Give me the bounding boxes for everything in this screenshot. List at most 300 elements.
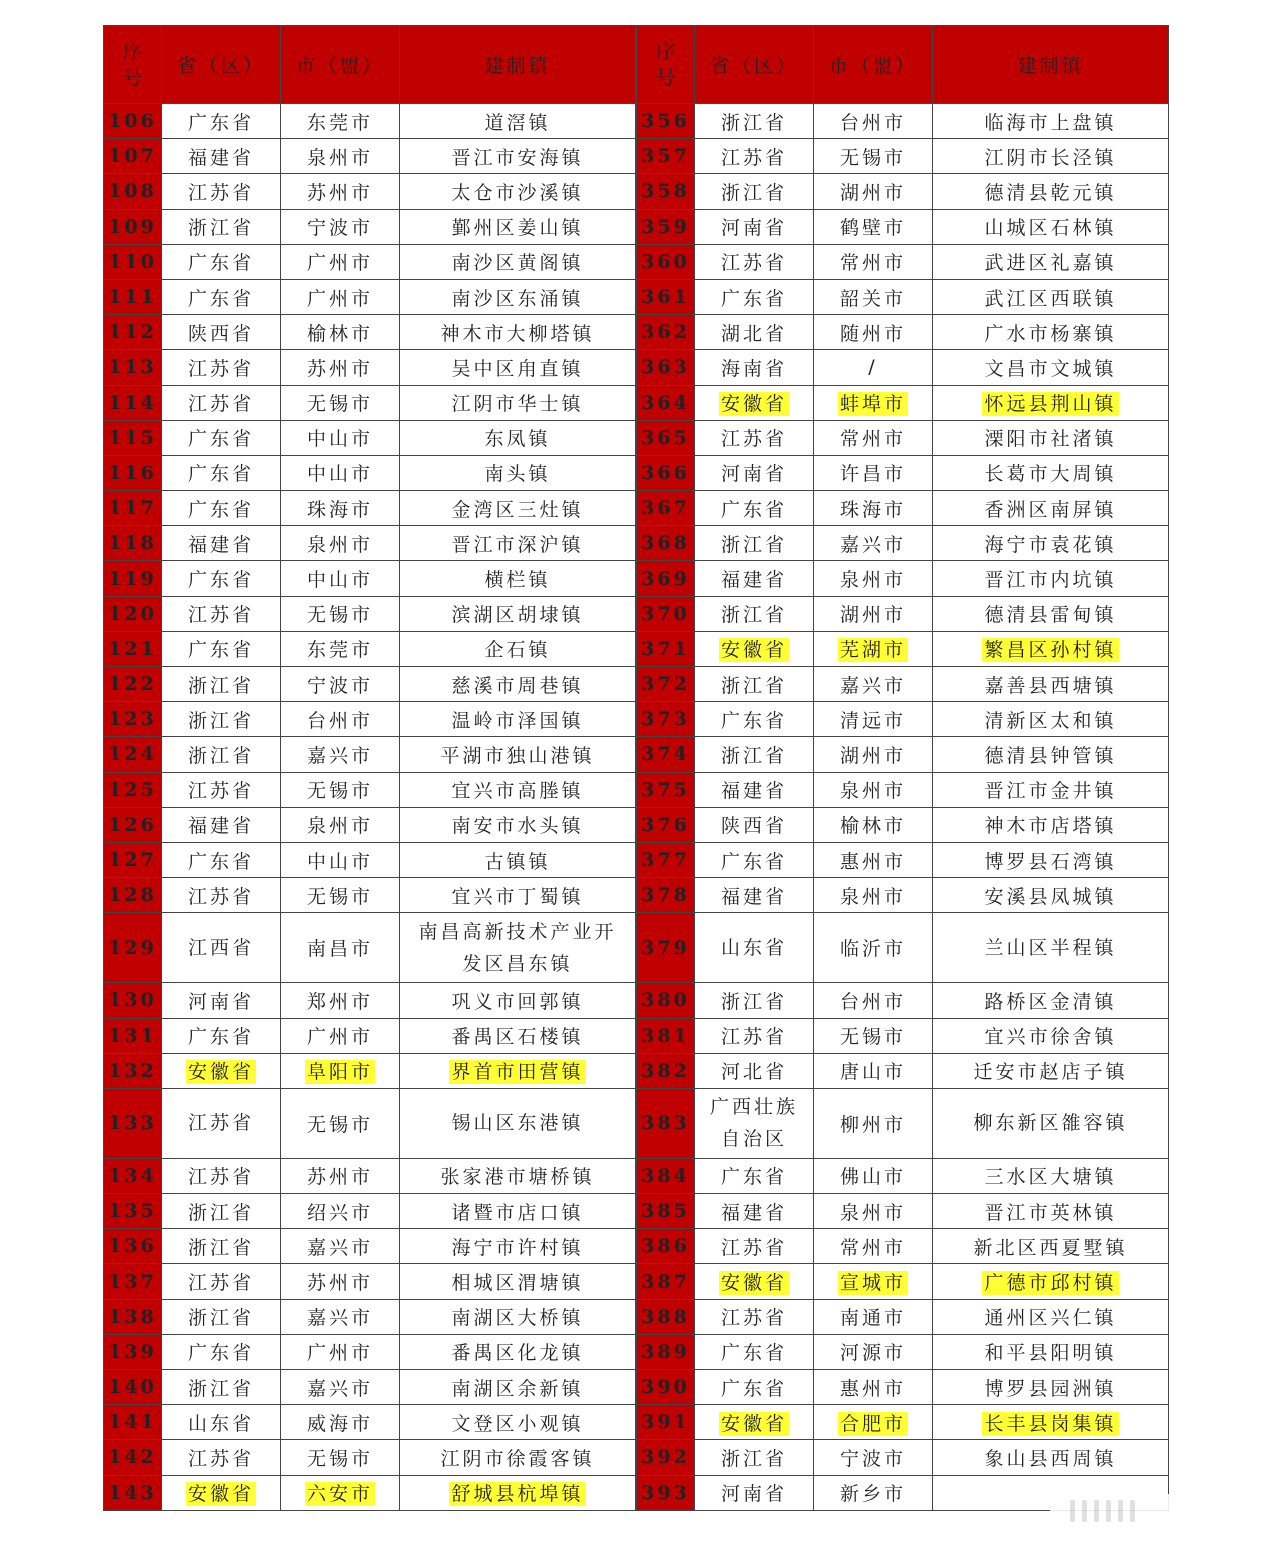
town-cell bbox=[400, 385, 636, 420]
province-cell-text: 福建省 bbox=[720, 569, 787, 592]
town-cell bbox=[400, 596, 636, 631]
table-row bbox=[104, 737, 636, 772]
seq-cell-text: 383 bbox=[641, 1112, 690, 1135]
town-cell bbox=[933, 807, 1169, 842]
city-cell bbox=[814, 1370, 933, 1405]
province-cell bbox=[695, 1088, 814, 1158]
town-cell-text: 番禺区化龙镇 bbox=[451, 1342, 584, 1365]
town-cell-text: 金湾区三灶镇 bbox=[451, 498, 584, 521]
province-cell-text: 福建省 bbox=[720, 1201, 787, 1224]
seq-cell-text: 126 bbox=[108, 813, 157, 836]
city-cell bbox=[281, 1405, 400, 1440]
seq-cell bbox=[104, 842, 162, 877]
city-cell bbox=[281, 104, 400, 139]
city-cell-text: 湖州市 bbox=[839, 181, 906, 204]
province-cell bbox=[695, 1405, 814, 1440]
town-cell-text: 清新区太和镇 bbox=[984, 709, 1117, 732]
province-cell-text: 浙江省 bbox=[720, 1447, 787, 1470]
province-cell bbox=[695, 1440, 814, 1475]
city-cell bbox=[281, 1194, 400, 1229]
city-cell-text: 无锡市 bbox=[839, 1026, 906, 1049]
town-cell bbox=[933, 596, 1169, 631]
town-cell-text: 南安市水头镇 bbox=[451, 815, 584, 838]
province-cell bbox=[162, 174, 281, 209]
town-cell bbox=[400, 350, 636, 385]
town-cell bbox=[933, 420, 1169, 455]
town-cell-text: 香洲区南屏镇 bbox=[984, 498, 1117, 521]
city-cell bbox=[281, 1018, 400, 1053]
province-cell bbox=[695, 350, 814, 385]
seq-cell bbox=[637, 842, 695, 877]
town-cell-text: 鄞州区姜山镇 bbox=[451, 217, 584, 240]
seq-cell bbox=[104, 772, 162, 807]
province-cell bbox=[695, 526, 814, 561]
city-cell-text: 湖州市 bbox=[839, 604, 906, 627]
city-cell-text: 泉州市 bbox=[306, 146, 373, 169]
seq-cell bbox=[637, 807, 695, 842]
city-cell bbox=[814, 1264, 933, 1299]
seq-cell-text: 141 bbox=[108, 1411, 157, 1434]
city-cell-text: 榆林市 bbox=[306, 322, 373, 345]
table-row bbox=[104, 1158, 636, 1193]
city-cell bbox=[281, 561, 400, 596]
seq-cell bbox=[637, 350, 695, 385]
seq-cell bbox=[104, 1088, 162, 1158]
seq-cell bbox=[104, 526, 162, 561]
table-row bbox=[637, 350, 1169, 385]
province-cell bbox=[162, 139, 281, 174]
province-cell bbox=[162, 596, 281, 631]
town-cell bbox=[400, 842, 636, 877]
town-cell-text: 温岭市泽国镇 bbox=[451, 709, 584, 732]
city-cell bbox=[281, 455, 400, 490]
city-cell-text: 苏州市 bbox=[306, 181, 373, 204]
town-cell bbox=[933, 1370, 1169, 1405]
seq-cell-text: 377 bbox=[641, 849, 690, 872]
town-cell-text: 相城区渭塘镇 bbox=[451, 1272, 584, 1295]
seq-cell bbox=[104, 139, 162, 174]
town-cell bbox=[933, 878, 1169, 913]
province-cell bbox=[162, 1158, 281, 1193]
town-cell bbox=[400, 1334, 636, 1369]
city-cell bbox=[281, 631, 400, 666]
town-cell bbox=[933, 772, 1169, 807]
seq-cell bbox=[637, 385, 695, 420]
seq-cell-text: 390 bbox=[641, 1376, 690, 1399]
seq-cell-text: 139 bbox=[108, 1340, 157, 1363]
seq-cell-text: 374 bbox=[641, 743, 690, 766]
town-cell-text: 江阴市长泾镇 bbox=[984, 146, 1117, 169]
province-cell bbox=[162, 1194, 281, 1229]
town-table-left bbox=[103, 25, 636, 1511]
city-cell-text: 嘉兴市 bbox=[306, 1236, 373, 1259]
seq-cell bbox=[104, 1299, 162, 1334]
city-cell-text: 东莞市 bbox=[306, 111, 373, 134]
province-cell bbox=[162, 526, 281, 561]
city-cell-text: 苏州市 bbox=[306, 1272, 373, 1295]
city-cell-text: 苏州市 bbox=[306, 357, 373, 380]
city-cell-text: 珠海市 bbox=[839, 498, 906, 521]
province-cell-text: 浙江省 bbox=[720, 990, 787, 1013]
city-cell bbox=[281, 596, 400, 631]
table-row bbox=[104, 279, 636, 314]
city-cell bbox=[814, 667, 933, 702]
town-cell bbox=[933, 279, 1169, 314]
seq-cell-text: 371 bbox=[641, 637, 690, 660]
seq-cell bbox=[637, 209, 695, 244]
province-header: 省（区） bbox=[162, 26, 281, 104]
seq-cell bbox=[104, 104, 162, 139]
city-cell bbox=[281, 913, 400, 983]
town-cell-text: 德清县乾元镇 bbox=[984, 181, 1117, 204]
town-cell-text: 柳东新区雒容镇 bbox=[973, 1112, 1128, 1135]
town-cell-text: 溧阳市社渚镇 bbox=[984, 428, 1117, 451]
city-cell-text: 广州市 bbox=[306, 287, 373, 310]
city-cell bbox=[814, 244, 933, 279]
seq-cell-text: 369 bbox=[641, 567, 690, 590]
city-cell bbox=[814, 455, 933, 490]
town-cell bbox=[933, 1440, 1169, 1475]
city-cell bbox=[814, 139, 933, 174]
city-cell bbox=[814, 1334, 933, 1369]
table-row bbox=[637, 1299, 1169, 1334]
city-cell bbox=[814, 1229, 933, 1264]
seq-cell bbox=[104, 702, 162, 737]
town-cell bbox=[400, 878, 636, 913]
city-cell bbox=[281, 491, 400, 526]
town-cell-text: 张家港市塘桥镇 bbox=[440, 1166, 595, 1189]
table-row bbox=[637, 1158, 1169, 1193]
province-cell-text: 河南省 bbox=[720, 1483, 787, 1506]
seq-cell bbox=[104, 455, 162, 490]
town-cell bbox=[400, 1229, 636, 1264]
town-cell-text: 博罗县石湾镇 bbox=[984, 850, 1117, 873]
province-cell-text: 广东省 bbox=[187, 252, 254, 275]
town-cell bbox=[400, 737, 636, 772]
table-row bbox=[104, 1475, 636, 1510]
table-row bbox=[104, 878, 636, 913]
city-cell-text: 中山市 bbox=[306, 463, 373, 486]
province-cell-text: 江苏省 bbox=[187, 1447, 254, 1470]
town-cell bbox=[400, 1053, 636, 1088]
town-cell-text: 路桥区金清镇 bbox=[984, 990, 1117, 1013]
province-cell-text: 浙江省 bbox=[720, 533, 787, 556]
city-cell bbox=[281, 1229, 400, 1264]
seq-cell-text: 356 bbox=[641, 110, 690, 133]
table-row bbox=[104, 104, 636, 139]
seq-cell bbox=[637, 878, 695, 913]
province-cell-text: 浙江省 bbox=[187, 709, 254, 732]
province-cell-text: 江苏省 bbox=[187, 357, 254, 380]
province-cell bbox=[162, 1440, 281, 1475]
town-cell bbox=[933, 491, 1169, 526]
city-cell-text: 台州市 bbox=[306, 709, 373, 732]
city-cell bbox=[281, 350, 400, 385]
seq-cell bbox=[637, 1229, 695, 1264]
city-cell-text: 无锡市 bbox=[306, 604, 373, 627]
table-row bbox=[637, 702, 1169, 737]
town-cell-text: 晋江市金井镇 bbox=[984, 780, 1117, 803]
town-cell bbox=[933, 385, 1169, 420]
city-cell bbox=[814, 526, 933, 561]
province-cell bbox=[162, 279, 281, 314]
city-cell bbox=[281, 139, 400, 174]
province-cell bbox=[695, 1299, 814, 1334]
province-cell bbox=[162, 983, 281, 1018]
table-row bbox=[104, 350, 636, 385]
province-cell-text: 广东省 bbox=[720, 1377, 787, 1400]
seq-cell-text: 131 bbox=[108, 1024, 157, 1047]
town-cell bbox=[933, 737, 1169, 772]
town-cell bbox=[933, 209, 1169, 244]
table-row bbox=[637, 1088, 1169, 1158]
town-cell bbox=[400, 244, 636, 279]
town-cell-text: 晋江市深沪镇 bbox=[451, 533, 584, 556]
table-row bbox=[104, 702, 636, 737]
city-cell bbox=[814, 702, 933, 737]
table-row bbox=[637, 667, 1169, 702]
town-cell bbox=[400, 772, 636, 807]
seq-cell bbox=[104, 420, 162, 455]
town-cell bbox=[400, 1370, 636, 1405]
town-cell bbox=[400, 1194, 636, 1229]
province-cell bbox=[695, 842, 814, 877]
seq-cell bbox=[637, 279, 695, 314]
seq-cell bbox=[637, 244, 695, 279]
city-cell-text: 嘉兴市 bbox=[306, 744, 373, 767]
city-cell bbox=[814, 1018, 933, 1053]
province-cell bbox=[695, 1475, 814, 1510]
seq-cell-text: 392 bbox=[641, 1446, 690, 1469]
town-cell bbox=[400, 526, 636, 561]
town-cell bbox=[400, 667, 636, 702]
town-cell bbox=[400, 983, 636, 1018]
city-cell bbox=[814, 561, 933, 596]
table-row bbox=[637, 1229, 1169, 1264]
town-cell bbox=[933, 983, 1169, 1018]
city-cell-text: 常州市 bbox=[839, 252, 906, 275]
province-cell bbox=[162, 315, 281, 350]
seq-cell-text: 362 bbox=[641, 321, 690, 344]
city-cell bbox=[281, 667, 400, 702]
town-cell-text: 迁安市赵店子镇 bbox=[973, 1061, 1128, 1084]
city-cell-text: 清远市 bbox=[839, 709, 906, 732]
province-cell-text: 安徽省 bbox=[187, 1483, 254, 1506]
province-cell-text: 浙江省 bbox=[187, 1377, 254, 1400]
province-cell-text: 江苏省 bbox=[720, 146, 787, 169]
province-cell-text: 广东省 bbox=[187, 111, 254, 134]
table-row bbox=[104, 209, 636, 244]
table-row bbox=[104, 807, 636, 842]
province-cell-text: 浙江省 bbox=[720, 674, 787, 697]
seq-cell bbox=[637, 1405, 695, 1440]
city-cell-text: 中山市 bbox=[306, 850, 373, 873]
seq-cell bbox=[104, 1194, 162, 1229]
town-cell bbox=[933, 561, 1169, 596]
seq-cell-text: 125 bbox=[108, 778, 157, 801]
seq-cell bbox=[637, 913, 695, 983]
town-cell bbox=[933, 1405, 1169, 1440]
province-cell bbox=[695, 878, 814, 913]
seq-cell bbox=[104, 350, 162, 385]
province-cell bbox=[162, 737, 281, 772]
seq-cell bbox=[104, 1053, 162, 1088]
city-cell bbox=[281, 1264, 400, 1299]
city-cell bbox=[814, 385, 933, 420]
city-cell bbox=[281, 1299, 400, 1334]
town-cell-text: 锡山区东港镇 bbox=[451, 1112, 584, 1135]
seq-cell bbox=[637, 420, 695, 455]
town-cell-text: 安溪县凤城镇 bbox=[984, 885, 1117, 908]
seq-cell-text: 108 bbox=[108, 180, 157, 203]
seq-cell-text: 384 bbox=[641, 1164, 690, 1187]
province-cell-text: 陕西省 bbox=[720, 815, 787, 838]
province-cell-text: 湖北省 bbox=[720, 322, 787, 345]
town-cell-text: 博罗县园洲镇 bbox=[984, 1377, 1117, 1400]
province-cell-text: 福建省 bbox=[187, 815, 254, 838]
city-cell-text: 泉州市 bbox=[306, 815, 373, 838]
seq-cell bbox=[637, 1053, 695, 1088]
province-cell-text: 浙江省 bbox=[720, 604, 787, 627]
province-cell bbox=[695, 491, 814, 526]
seq-cell bbox=[104, 1440, 162, 1475]
table-row bbox=[637, 174, 1169, 209]
town-cell bbox=[933, 174, 1169, 209]
town-cell-text: 海宁市许村镇 bbox=[451, 1236, 584, 1259]
city-cell bbox=[814, 842, 933, 877]
seq-cell-text: 378 bbox=[641, 884, 690, 907]
province-cell bbox=[162, 913, 281, 983]
province-cell bbox=[162, 1475, 281, 1510]
province-cell-text: 安徽省 bbox=[720, 639, 787, 662]
city-cell bbox=[281, 1370, 400, 1405]
province-cell-text: 广东省 bbox=[720, 287, 787, 310]
city-cell bbox=[814, 174, 933, 209]
table-row bbox=[637, 209, 1169, 244]
seq-cell-text: 376 bbox=[641, 813, 690, 836]
city-cell bbox=[281, 385, 400, 420]
province-cell bbox=[695, 174, 814, 209]
town-cell-text: 南湖区余新镇 bbox=[451, 1377, 584, 1400]
seq-cell-text: 393 bbox=[641, 1481, 690, 1504]
town-cell-text: 巩义市回郭镇 bbox=[451, 990, 584, 1013]
table-row bbox=[637, 455, 1169, 490]
city-cell-text: 无锡市 bbox=[306, 1447, 373, 1470]
seq-cell-text: 138 bbox=[108, 1305, 157, 1328]
city-cell bbox=[814, 1299, 933, 1334]
header-row bbox=[637, 26, 1169, 104]
town-cell-text: 长葛市大周镇 bbox=[984, 463, 1117, 486]
seq-cell-text: 373 bbox=[641, 708, 690, 731]
seq-cell-text: 116 bbox=[108, 461, 157, 484]
province-cell bbox=[695, 455, 814, 490]
province-cell bbox=[162, 244, 281, 279]
city-cell bbox=[281, 279, 400, 314]
town-cell-text: 神木市大柳塔镇 bbox=[440, 322, 595, 345]
seq-cell bbox=[104, 631, 162, 666]
city-cell-text: 临沂市 bbox=[839, 938, 906, 961]
town-cell bbox=[933, 1158, 1169, 1193]
table-row bbox=[637, 807, 1169, 842]
province-cell-text: 江苏省 bbox=[187, 1272, 254, 1295]
city-cell bbox=[814, 983, 933, 1018]
city-cell-text: 台州市 bbox=[839, 111, 906, 134]
seq-cell bbox=[637, 561, 695, 596]
town-cell-text: 慈溪市周巷镇 bbox=[451, 674, 584, 697]
province-cell bbox=[695, 315, 814, 350]
seq-cell-text: 121 bbox=[108, 637, 157, 660]
city-cell bbox=[281, 244, 400, 279]
city-cell-text: 随州市 bbox=[839, 322, 906, 345]
province-cell bbox=[695, 983, 814, 1018]
province-cell-text: 广东省 bbox=[720, 709, 787, 732]
seq-cell bbox=[104, 667, 162, 702]
province-cell bbox=[162, 385, 281, 420]
city-cell-text: 新乡市 bbox=[839, 1483, 906, 1506]
town-cell bbox=[933, 455, 1169, 490]
city-header: 市（盟） bbox=[814, 26, 933, 104]
seq-cell bbox=[637, 1018, 695, 1053]
city-cell bbox=[281, 420, 400, 455]
table-row bbox=[637, 561, 1169, 596]
city-cell bbox=[281, 1053, 400, 1088]
town-cell-text: 宜兴市高塍镇 bbox=[451, 780, 584, 803]
city-cell bbox=[814, 491, 933, 526]
seq-cell bbox=[637, 315, 695, 350]
seq-cell-text: 382 bbox=[641, 1059, 690, 1082]
town-header: 建制镇 bbox=[933, 26, 1169, 104]
seq-cell bbox=[104, 737, 162, 772]
seq-cell-text: 391 bbox=[641, 1411, 690, 1434]
province-cell-text: 广东省 bbox=[720, 1342, 787, 1365]
city-cell bbox=[281, 1158, 400, 1193]
town-cell-text: 宜兴市丁蜀镇 bbox=[451, 885, 584, 908]
town-cell bbox=[400, 1088, 636, 1158]
province-cell-text: 福建省 bbox=[187, 146, 254, 169]
seq-cell bbox=[104, 1264, 162, 1299]
town-cell bbox=[400, 455, 636, 490]
town-table-right bbox=[636, 25, 1169, 1511]
province-cell bbox=[162, 702, 281, 737]
city-cell-text: 泉州市 bbox=[839, 885, 906, 908]
seq-cell bbox=[104, 491, 162, 526]
town-cell bbox=[400, 279, 636, 314]
province-cell bbox=[162, 1405, 281, 1440]
province-cell bbox=[162, 104, 281, 139]
province-cell-text: 浙江省 bbox=[187, 217, 254, 240]
city-header: 市（盟） bbox=[281, 26, 400, 104]
seq-cell-text: 359 bbox=[641, 215, 690, 238]
table-row bbox=[637, 420, 1169, 455]
town-cell-text: 和平县阳明镇 bbox=[984, 1342, 1117, 1365]
city-cell-text: 宁波市 bbox=[306, 217, 373, 240]
town-cell bbox=[400, 1018, 636, 1053]
town-cell-text: 南湖区大桥镇 bbox=[451, 1307, 584, 1330]
table-row bbox=[104, 1194, 636, 1229]
province-cell bbox=[695, 561, 814, 596]
header-row bbox=[104, 26, 636, 104]
town-cell-text: 晋江市安海镇 bbox=[451, 146, 584, 169]
seq-cell-text: 380 bbox=[641, 989, 690, 1012]
table-row bbox=[637, 244, 1169, 279]
town-cell bbox=[933, 631, 1169, 666]
province-cell-text: 江西省 bbox=[187, 936, 254, 959]
city-cell bbox=[814, 1158, 933, 1193]
table-row bbox=[104, 983, 636, 1018]
town-cell-text: 吴中区甪直镇 bbox=[451, 357, 584, 380]
town-cell-text: 道滘镇 bbox=[484, 111, 551, 134]
town-cell-text: 武进区礼嘉镇 bbox=[984, 252, 1117, 275]
